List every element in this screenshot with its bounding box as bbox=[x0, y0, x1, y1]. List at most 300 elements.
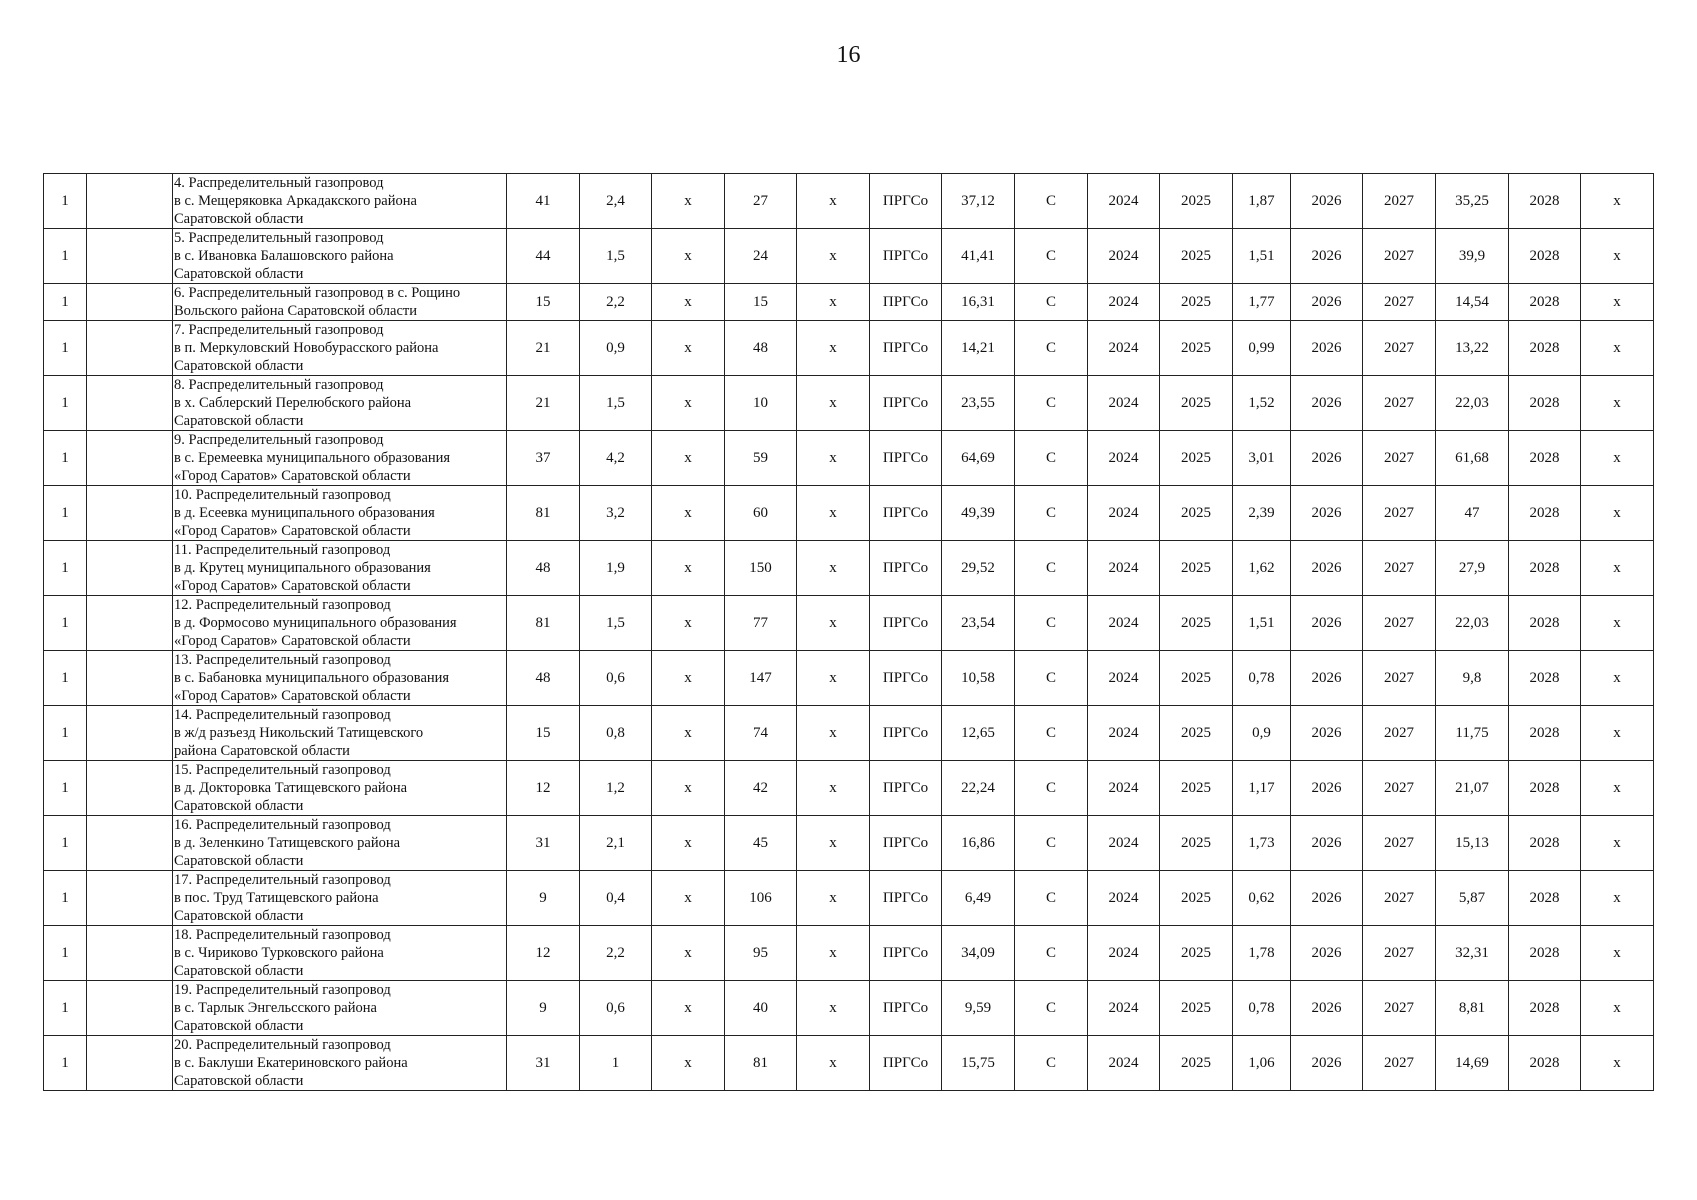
table-cell-z: x bbox=[1581, 431, 1654, 486]
table-cell-y1: 2024 bbox=[1088, 431, 1160, 486]
table-cell-y1: 2024 bbox=[1088, 174, 1160, 229]
table-cell-h: С bbox=[1015, 596, 1088, 651]
table-cell-b: 2,2 bbox=[580, 926, 652, 981]
table-cell-e: x bbox=[797, 596, 870, 651]
table-cell-name: 18. Распределительный газопровод в с. Чириково Турковского района Саратовской области bbox=[173, 926, 507, 981]
table-cell-empty bbox=[87, 376, 173, 431]
table-cell-a: 37 bbox=[507, 431, 580, 486]
table-cell-name: 11. Распределительный газопровод в д. Крутец муниципального образования «Город Саратов» Саратовской области bbox=[173, 541, 507, 596]
table-cell-e: x bbox=[797, 761, 870, 816]
table-cell-y2: 2025 bbox=[1160, 1036, 1233, 1091]
table-cell-y4: 2027 bbox=[1363, 376, 1436, 431]
table-cell-y1: 2024 bbox=[1088, 926, 1160, 981]
table-cell-y3: 2026 bbox=[1291, 174, 1363, 229]
table-cell-a: 48 bbox=[507, 651, 580, 706]
table-cell-y5: 2028 bbox=[1509, 541, 1581, 596]
table-cell-d: 45 bbox=[725, 816, 797, 871]
table-row bbox=[44, 229, 1654, 284]
table-cell-name: 7. Распределительный газопровод в п. Меркуловский Новобурасского района Саратовской области bbox=[173, 321, 507, 376]
table-cell-d: 77 bbox=[725, 596, 797, 651]
table-cell-y5: 2028 bbox=[1509, 174, 1581, 229]
table-cell-y2: 2025 bbox=[1160, 321, 1233, 376]
table-row bbox=[44, 431, 1654, 486]
table-cell-z: x bbox=[1581, 229, 1654, 284]
table-cell-b: 0,4 bbox=[580, 871, 652, 926]
table-cell-z: x bbox=[1581, 596, 1654, 651]
table-row bbox=[44, 761, 1654, 816]
table-cell-v1: 1,17 bbox=[1233, 761, 1291, 816]
table-cell-z: x bbox=[1581, 706, 1654, 761]
table-row bbox=[44, 376, 1654, 431]
table-cell-y3: 2026 bbox=[1291, 486, 1363, 541]
table-cell-e: x bbox=[797, 981, 870, 1036]
table-cell-y2: 2025 bbox=[1160, 431, 1233, 486]
table-cell-y2: 2025 bbox=[1160, 871, 1233, 926]
table-cell-d: 10 bbox=[725, 376, 797, 431]
table-cell-y5: 2028 bbox=[1509, 816, 1581, 871]
table-cell-n: 1 bbox=[44, 174, 87, 229]
table-cell-e: x bbox=[797, 284, 870, 321]
table-cell-g: 64,69 bbox=[942, 431, 1015, 486]
table-cell-d: 81 bbox=[725, 1036, 797, 1091]
table-cell-a: 21 bbox=[507, 321, 580, 376]
table-cell-b: 1,9 bbox=[580, 541, 652, 596]
table-cell-y1: 2024 bbox=[1088, 376, 1160, 431]
table-cell-y3: 2026 bbox=[1291, 541, 1363, 596]
table-cell-v2: 39,9 bbox=[1436, 229, 1509, 284]
table-cell-n: 1 bbox=[44, 321, 87, 376]
table-cell-g: 14,21 bbox=[942, 321, 1015, 376]
table-cell-y4: 2027 bbox=[1363, 321, 1436, 376]
table-cell-v1: 1,51 bbox=[1233, 229, 1291, 284]
table-row bbox=[44, 596, 1654, 651]
table-cell-y3: 2026 bbox=[1291, 596, 1363, 651]
table-cell-name: 16. Распределительный газопровод в д. Зеленкино Татищевского района Саратовской области bbox=[173, 816, 507, 871]
table-cell-v1: 1,52 bbox=[1233, 376, 1291, 431]
table-cell-y5: 2028 bbox=[1509, 981, 1581, 1036]
table-cell-v2: 21,07 bbox=[1436, 761, 1509, 816]
table-cell-y2: 2025 bbox=[1160, 541, 1233, 596]
table-cell-h: С bbox=[1015, 321, 1088, 376]
table-cell-n: 1 bbox=[44, 981, 87, 1036]
table-cell-c: x bbox=[652, 486, 725, 541]
table-cell-y5: 2028 bbox=[1509, 761, 1581, 816]
table-cell-name: 17. Распределительный газопровод в пос. Труд Татищевского района Саратовской области bbox=[173, 871, 507, 926]
table-cell-c: x bbox=[652, 229, 725, 284]
table-cell-y3: 2026 bbox=[1291, 651, 1363, 706]
table-cell-y5: 2028 bbox=[1509, 1036, 1581, 1091]
table-cell-empty bbox=[87, 981, 173, 1036]
table-cell-y3: 2026 bbox=[1291, 706, 1363, 761]
table-cell-empty bbox=[87, 174, 173, 229]
table-cell-y2: 2025 bbox=[1160, 596, 1233, 651]
table-cell-z: x bbox=[1581, 816, 1654, 871]
table-cell-y1: 2024 bbox=[1088, 486, 1160, 541]
table-cell-d: 59 bbox=[725, 431, 797, 486]
table-cell-y4: 2027 bbox=[1363, 486, 1436, 541]
table-cell-c: x bbox=[652, 376, 725, 431]
table-cell-name: 15. Распределительный газопровод в д. Доктоpовка Татищевского района Саратовской области bbox=[173, 761, 507, 816]
table-cell-z: x bbox=[1581, 376, 1654, 431]
table-cell-a: 48 bbox=[507, 541, 580, 596]
table-cell-v2: 32,31 bbox=[1436, 926, 1509, 981]
table-cell-z: x bbox=[1581, 926, 1654, 981]
table-cell-e: x bbox=[797, 376, 870, 431]
table-cell-y2: 2025 bbox=[1160, 761, 1233, 816]
table-cell-y3: 2026 bbox=[1291, 1036, 1363, 1091]
table-cell-empty bbox=[87, 761, 173, 816]
table-cell-v2: 47 bbox=[1436, 486, 1509, 541]
table-cell-name: 4. Распределительный газопровод в с. Мещеряковка Аркадакского района Саратовской области bbox=[173, 174, 507, 229]
table-cell-z: x bbox=[1581, 321, 1654, 376]
table-cell-y3: 2026 bbox=[1291, 871, 1363, 926]
table-cell-y1: 2024 bbox=[1088, 651, 1160, 706]
table-cell-c: x bbox=[652, 174, 725, 229]
table-cell-y5: 2028 bbox=[1509, 229, 1581, 284]
table-cell-b: 0,8 bbox=[580, 706, 652, 761]
table-cell-z: x bbox=[1581, 1036, 1654, 1091]
table-cell-name: 6. Распределительный газопровод в с. Рощино Вольского района Саратовской области bbox=[173, 284, 507, 321]
table-cell-d: 24 bbox=[725, 229, 797, 284]
table-cell-y4: 2027 bbox=[1363, 761, 1436, 816]
table-cell-g: 6,49 bbox=[942, 871, 1015, 926]
table-cell-e: x bbox=[797, 174, 870, 229]
table-cell-c: x bbox=[652, 321, 725, 376]
table-cell-f: ПРГСо bbox=[870, 926, 942, 981]
table-cell-name: 20. Распределительный газопровод в с. Баклуши Екатериновского района Саратовской области bbox=[173, 1036, 507, 1091]
table-cell-a: 81 bbox=[507, 486, 580, 541]
table-cell-d: 48 bbox=[725, 321, 797, 376]
table-cell-b: 2,1 bbox=[580, 816, 652, 871]
table-cell-empty bbox=[87, 541, 173, 596]
table-cell-e: x bbox=[797, 706, 870, 761]
table-row bbox=[44, 871, 1654, 926]
table-cell-a: 31 bbox=[507, 1036, 580, 1091]
table-row bbox=[44, 651, 1654, 706]
table-row bbox=[44, 981, 1654, 1036]
table-cell-e: x bbox=[797, 651, 870, 706]
table-cell-g: 16,31 bbox=[942, 284, 1015, 321]
table-cell-b: 0,9 bbox=[580, 321, 652, 376]
table-cell-f: ПРГСо bbox=[870, 981, 942, 1036]
table-cell-d: 40 bbox=[725, 981, 797, 1036]
table-cell-v2: 5,87 bbox=[1436, 871, 1509, 926]
table-cell-y4: 2027 bbox=[1363, 431, 1436, 486]
table-cell-y2: 2025 bbox=[1160, 651, 1233, 706]
table-cell-y1: 2024 bbox=[1088, 871, 1160, 926]
table-cell-b: 3,2 bbox=[580, 486, 652, 541]
table-cell-g: 15,75 bbox=[942, 1036, 1015, 1091]
table-cell-y1: 2024 bbox=[1088, 541, 1160, 596]
table-cell-y5: 2028 bbox=[1509, 321, 1581, 376]
table-cell-c: x bbox=[652, 431, 725, 486]
table-cell-y3: 2026 bbox=[1291, 321, 1363, 376]
table-row bbox=[44, 174, 1654, 229]
table-cell-d: 95 bbox=[725, 926, 797, 981]
table-cell-y2: 2025 bbox=[1160, 284, 1233, 321]
table-cell-y5: 2028 bbox=[1509, 284, 1581, 321]
table-cell-b: 0,6 bbox=[580, 981, 652, 1036]
table-row bbox=[44, 816, 1654, 871]
table-cell-z: x bbox=[1581, 981, 1654, 1036]
table-cell-a: 41 bbox=[507, 174, 580, 229]
table-cell-v2: 14,54 bbox=[1436, 284, 1509, 321]
table-cell-d: 147 bbox=[725, 651, 797, 706]
table-cell-f: ПРГСо bbox=[870, 596, 942, 651]
table-cell-c: x bbox=[652, 871, 725, 926]
table-cell-e: x bbox=[797, 431, 870, 486]
table-cell-y3: 2026 bbox=[1291, 981, 1363, 1036]
table-cell-e: x bbox=[797, 541, 870, 596]
table-cell-v2: 61,68 bbox=[1436, 431, 1509, 486]
table-cell-c: x bbox=[652, 284, 725, 321]
table-cell-c: x bbox=[652, 761, 725, 816]
table-cell-v2: 13,22 bbox=[1436, 321, 1509, 376]
table-cell-name: 8. Распределительный газопровод в х. Саблерский Перелюбского района Саратовской области bbox=[173, 376, 507, 431]
table-cell-a: 21 bbox=[507, 376, 580, 431]
table-cell-n: 1 bbox=[44, 651, 87, 706]
table-cell-v1: 0,9 bbox=[1233, 706, 1291, 761]
table-cell-v2: 9,8 bbox=[1436, 651, 1509, 706]
table-cell-y2: 2025 bbox=[1160, 816, 1233, 871]
table-cell-v1: 1,73 bbox=[1233, 816, 1291, 871]
table-cell-c: x bbox=[652, 926, 725, 981]
table-cell-g: 41,41 bbox=[942, 229, 1015, 284]
table-cell-v1: 0,62 bbox=[1233, 871, 1291, 926]
table-cell-f: ПРГСо bbox=[870, 871, 942, 926]
table-cell-y2: 2025 bbox=[1160, 229, 1233, 284]
table-row bbox=[44, 321, 1654, 376]
table-cell-y4: 2027 bbox=[1363, 596, 1436, 651]
table-cell-y4: 2027 bbox=[1363, 706, 1436, 761]
table-cell-d: 27 bbox=[725, 174, 797, 229]
table-cell-h: С bbox=[1015, 651, 1088, 706]
table-cell-h: С bbox=[1015, 486, 1088, 541]
table-cell-n: 1 bbox=[44, 816, 87, 871]
table-cell-h: С bbox=[1015, 926, 1088, 981]
table-cell-name: 13. Распределительный газопровод в с. Бабановка муниципального образования «Город Саратов» Саратовской области bbox=[173, 651, 507, 706]
table-cell-g: 12,65 bbox=[942, 706, 1015, 761]
table-cell-f: ПРГСо bbox=[870, 651, 942, 706]
table-cell-e: x bbox=[797, 321, 870, 376]
table-cell-v1: 1,51 bbox=[1233, 596, 1291, 651]
table-cell-h: С bbox=[1015, 871, 1088, 926]
table-cell-g: 29,52 bbox=[942, 541, 1015, 596]
table-cell-y1: 2024 bbox=[1088, 284, 1160, 321]
table-cell-z: x bbox=[1581, 761, 1654, 816]
table-cell-y4: 2027 bbox=[1363, 981, 1436, 1036]
table-cell-b: 1,5 bbox=[580, 229, 652, 284]
table-row bbox=[44, 706, 1654, 761]
table-cell-h: С bbox=[1015, 1036, 1088, 1091]
table-cell-d: 42 bbox=[725, 761, 797, 816]
table-cell-z: x bbox=[1581, 174, 1654, 229]
table-cell-a: 9 bbox=[507, 981, 580, 1036]
table-cell-d: 60 bbox=[725, 486, 797, 541]
table-cell-e: x bbox=[797, 1036, 870, 1091]
table-cell-h: С bbox=[1015, 541, 1088, 596]
table-cell-name: 19. Распределительный газопровод в с. Тарлык Энгельсского района Саратовской области bbox=[173, 981, 507, 1036]
table-row bbox=[44, 284, 1654, 321]
table-cell-v1: 2,39 bbox=[1233, 486, 1291, 541]
table-cell-v1: 1,77 bbox=[1233, 284, 1291, 321]
table-cell-n: 1 bbox=[44, 706, 87, 761]
table-cell-empty bbox=[87, 321, 173, 376]
table-row bbox=[44, 1036, 1654, 1091]
table-cell-z: x bbox=[1581, 651, 1654, 706]
table-cell-z: x bbox=[1581, 284, 1654, 321]
table-cell-y5: 2028 bbox=[1509, 651, 1581, 706]
table-cell-c: x bbox=[652, 651, 725, 706]
table-cell-h: С bbox=[1015, 376, 1088, 431]
table-cell-a: 12 bbox=[507, 761, 580, 816]
table-cell-name: 12. Распределительный газопровод в д. Формосово муниципального образования «Город Саратов» Саратовской области bbox=[173, 596, 507, 651]
table-cell-empty bbox=[87, 871, 173, 926]
table-cell-y5: 2028 bbox=[1509, 706, 1581, 761]
table-cell-f: ПРГСо bbox=[870, 321, 942, 376]
table-cell-y1: 2024 bbox=[1088, 761, 1160, 816]
table-cell-g: 23,54 bbox=[942, 596, 1015, 651]
table-cell-f: ПРГСо bbox=[870, 174, 942, 229]
table-cell-g: 37,12 bbox=[942, 174, 1015, 229]
table-cell-a: 31 bbox=[507, 816, 580, 871]
table-row bbox=[44, 926, 1654, 981]
table-cell-h: С bbox=[1015, 706, 1088, 761]
table-cell-y1: 2024 bbox=[1088, 706, 1160, 761]
table-cell-name: 5. Распределительный газопровод в с. Ивановка Балашовского района Саратовской области bbox=[173, 229, 507, 284]
table-cell-name: 10. Распределительный газопровод в д. Есеевка муниципального образования «Город Саратов» Саратовской области bbox=[173, 486, 507, 541]
table-cell-b: 2,4 bbox=[580, 174, 652, 229]
table-cell-y5: 2028 bbox=[1509, 431, 1581, 486]
table-cell-v2: 15,13 bbox=[1436, 816, 1509, 871]
table-cell-y2: 2025 bbox=[1160, 174, 1233, 229]
table-cell-c: x bbox=[652, 706, 725, 761]
table-cell-empty bbox=[87, 651, 173, 706]
table-cell-empty bbox=[87, 596, 173, 651]
table-cell-y1: 2024 bbox=[1088, 229, 1160, 284]
table-cell-y4: 2027 bbox=[1363, 541, 1436, 596]
table-cell-y1: 2024 bbox=[1088, 1036, 1160, 1091]
table-cell-n: 1 bbox=[44, 229, 87, 284]
table-cell-e: x bbox=[797, 229, 870, 284]
table-cell-y4: 2027 bbox=[1363, 284, 1436, 321]
table-cell-h: С bbox=[1015, 981, 1088, 1036]
table-cell-a: 81 bbox=[507, 596, 580, 651]
table-cell-y3: 2026 bbox=[1291, 926, 1363, 981]
table-cell-y5: 2028 bbox=[1509, 926, 1581, 981]
table-cell-y3: 2026 bbox=[1291, 376, 1363, 431]
table-cell-y3: 2026 bbox=[1291, 284, 1363, 321]
table-cell-y1: 2024 bbox=[1088, 981, 1160, 1036]
table-cell-v2: 8,81 bbox=[1436, 981, 1509, 1036]
table-cell-z: x bbox=[1581, 541, 1654, 596]
table-cell-n: 1 bbox=[44, 1036, 87, 1091]
table-cell-y5: 2028 bbox=[1509, 871, 1581, 926]
table-cell-y4: 2027 bbox=[1363, 1036, 1436, 1091]
table-row bbox=[44, 486, 1654, 541]
table-cell-v2: 35,25 bbox=[1436, 174, 1509, 229]
table-cell-name: 14. Распределительный газопровод в ж/д разъезд Никольский Татищевского района Саратовской области bbox=[173, 706, 507, 761]
table-cell-z: x bbox=[1581, 871, 1654, 926]
table-cell-y3: 2026 bbox=[1291, 229, 1363, 284]
table-cell-empty bbox=[87, 1036, 173, 1091]
table-cell-a: 15 bbox=[507, 284, 580, 321]
table-cell-y1: 2024 bbox=[1088, 321, 1160, 376]
table-cell-f: ПРГСо bbox=[870, 486, 942, 541]
table-cell-h: С bbox=[1015, 174, 1088, 229]
table-cell-v2: 22,03 bbox=[1436, 376, 1509, 431]
table-cell-g: 9,59 bbox=[942, 981, 1015, 1036]
table-cell-n: 1 bbox=[44, 486, 87, 541]
table-cell-g: 49,39 bbox=[942, 486, 1015, 541]
table-cell-b: 0,6 bbox=[580, 651, 652, 706]
table-cell-v2: 14,69 bbox=[1436, 1036, 1509, 1091]
table-cell-v1: 1,78 bbox=[1233, 926, 1291, 981]
table-cell-f: ПРГСо bbox=[870, 541, 942, 596]
table-cell-n: 1 bbox=[44, 596, 87, 651]
table-cell-c: x bbox=[652, 596, 725, 651]
table-cell-d: 150 bbox=[725, 541, 797, 596]
table-cell-y2: 2025 bbox=[1160, 981, 1233, 1036]
table-cell-g: 23,55 bbox=[942, 376, 1015, 431]
table-cell-y5: 2028 bbox=[1509, 486, 1581, 541]
table-cell-y3: 2026 bbox=[1291, 816, 1363, 871]
table-cell-h: С bbox=[1015, 284, 1088, 321]
table-cell-h: С bbox=[1015, 229, 1088, 284]
table-cell-v1: 0,99 bbox=[1233, 321, 1291, 376]
table-cell-e: x bbox=[797, 871, 870, 926]
table-cell-n: 1 bbox=[44, 761, 87, 816]
table-cell-y4: 2027 bbox=[1363, 871, 1436, 926]
table-cell-c: x bbox=[652, 541, 725, 596]
table-cell-y5: 2028 bbox=[1509, 596, 1581, 651]
table-cell-g: 22,24 bbox=[942, 761, 1015, 816]
table-cell-f: ПРГСо bbox=[870, 431, 942, 486]
table-cell-g: 34,09 bbox=[942, 926, 1015, 981]
table-row bbox=[44, 541, 1654, 596]
gas-pipeline-table bbox=[43, 173, 1654, 1091]
table-cell-y2: 2025 bbox=[1160, 376, 1233, 431]
table-cell-y1: 2024 bbox=[1088, 816, 1160, 871]
table-cell-v2: 22,03 bbox=[1436, 596, 1509, 651]
table-cell-z: x bbox=[1581, 486, 1654, 541]
table-cell-b: 1 bbox=[580, 1036, 652, 1091]
table-cell-d: 106 bbox=[725, 871, 797, 926]
table-cell-b: 1,2 bbox=[580, 761, 652, 816]
table-cell-g: 10,58 bbox=[942, 651, 1015, 706]
table-cell-y1: 2024 bbox=[1088, 596, 1160, 651]
table-cell-a: 15 bbox=[507, 706, 580, 761]
table-cell-empty bbox=[87, 816, 173, 871]
table-cell-y2: 2025 bbox=[1160, 486, 1233, 541]
table-cell-b: 1,5 bbox=[580, 596, 652, 651]
table-cell-h: С bbox=[1015, 431, 1088, 486]
table-cell-n: 1 bbox=[44, 431, 87, 486]
table-cell-v1: 3,01 bbox=[1233, 431, 1291, 486]
table-cell-v1: 1,62 bbox=[1233, 541, 1291, 596]
table-cell-y4: 2027 bbox=[1363, 174, 1436, 229]
table-cell-n: 1 bbox=[44, 871, 87, 926]
table-body bbox=[44, 174, 1654, 1091]
table-cell-v2: 27,9 bbox=[1436, 541, 1509, 596]
table-cell-y5: 2028 bbox=[1509, 376, 1581, 431]
table-cell-y3: 2026 bbox=[1291, 431, 1363, 486]
table-cell-n: 1 bbox=[44, 284, 87, 321]
table-cell-f: ПРГСо bbox=[870, 706, 942, 761]
table-cell-empty bbox=[87, 229, 173, 284]
table-cell-a: 9 bbox=[507, 871, 580, 926]
table-cell-n: 1 bbox=[44, 926, 87, 981]
